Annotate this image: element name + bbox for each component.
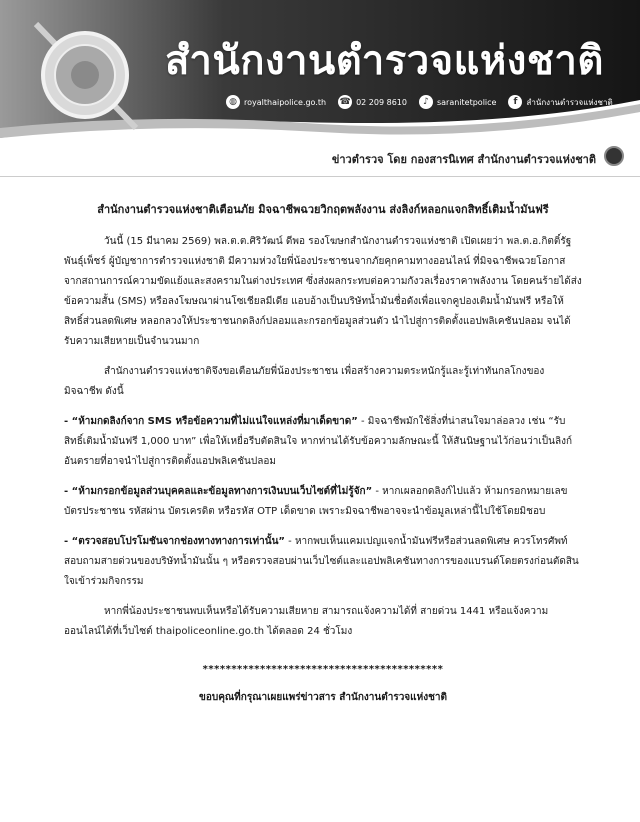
list-item — [64, 532, 582, 592]
facebook-icon: f — [508, 95, 522, 109]
article-body — [64, 200, 582, 708]
header-banner — [0, 0, 640, 140]
tiktok-link[interactable] — [419, 95, 497, 109]
paragraph-warning: สำนักงานตำรวจแห่งชาติจึงขอเตือนภัยพี่น้องประชาชน เพื่อสร้างความตระหนักรู้และรู้เท่าทันกลโกงของมิจฉาชีพ ดังนี้ — [64, 366, 545, 397]
list-item — [64, 482, 582, 522]
list-item-text: - มิจฉาชีพมักใช้สิ่งที่น่าสนใจมาล่อลวง เช่น “รับสิทธิ์เติมน้ำมันฟรี 1,000 บาท” เพื่อให้เหยื่อรีบตัดสินใจ หากท่านได้รับข้อความลักษณะนี้ ให้สันนิษฐานไว้ก่อนว่าเป็นลิงก์อันตรายที่อาจนำไปสู่การติดตั้งแอปพลิเคชันปลอม — [64, 416, 573, 467]
list-item-title: - “ตรวจสอบโปรโมชันจากช่องทางทางการเท่านั้น” — [64, 536, 285, 547]
phone-link[interactable] — [338, 95, 407, 109]
tiktok-text: saranitetpolice — [436, 97, 497, 107]
paragraph-intro: วันนี้ (15 มีนาคม 2569) พล.ต.ต.ศิริวัฒน์ ดีพอ รองโฆษกสำนักงานตำรวจแห่งชาติ เปิดเผยว่า พล.ต.อ.กิตติ์รัฐ พันธุ์เพ็ชร์ ผู้บัญชาการตำรวจแห่งชาติ มีความห่วงใยพี่น้องประชาชนจากภัยคุกคามทางออนไลน์ ที่มิจฉาชีพฉวยโอกาสจากสถานการณ์ความขัดแย้งและสงครามในต่างประเทศ ซึ่งส่งผลกระทบต่อความกังวลเรื่องราคาพลังงาน โดยคนร้ายได้ส่งข้อความสั้น (SMS) หรือลงโฆษณาผ่านโซเชียลมีเดีย แอบอ้างเป็นบริษัทน้ำมันชื่อดังเพื่อแจกคูปองเติมน้ำมันฟรี หรือให้สิทธิ์ส่วนลดพิเศษ หลอกลวงให้ประชาชนกดลิงก์ปลอมและกรอกข้อมูลส่วนตัว นำไปสู่การติดตั้งแอปพลิเคชันปลอม จนได้รับความเสียหายเป็นจำนวนมาก — [64, 236, 582, 347]
news-byline: ข่าวตำรวจ โดย กองสารนิเทศ สำนักงานตำรวจแห่งชาติ — [331, 153, 596, 166]
list-item-title: - “ห้ามกรอกข้อมูลส่วนบุคคลและข้อมูลทางการเงินบนเว็บไซต์ที่ไม่รู้จัก” — [64, 486, 373, 497]
facebook-text: สำนักงานตำรวจแห่งชาติ — [526, 97, 613, 107]
phone-text: 02 209 8610 — [356, 97, 407, 107]
banner-title: สำนักงานตำรวจแห่งชาติ — [165, 38, 604, 84]
contact-bar — [226, 93, 625, 111]
website-text: royalthaipolice.go.th — [244, 97, 327, 107]
list-item-title: - “ห้ามกดลิงก์จาก SMS หรือข้อความที่ไม่แน่ใจแหล่งที่มาเด็ดขาด” — [64, 416, 358, 427]
list-item — [64, 412, 582, 472]
paragraph-report: หากพี่น้องประชาชนพบเห็นหรือได้รับความเสียหาย สามารถแจ้งความได้ที่ สายด่วน 1441 หรือแจ้งความออนไลน์ได้ที่เว็บไซต์ thaipoliceonline.go.th ได้ตลอด 24 ชั่วโมง — [64, 606, 549, 637]
divider — [0, 176, 640, 177]
separator-stars: ****************************************** — [202, 664, 444, 675]
phone-icon: ☎ — [339, 97, 351, 107]
facebook-link[interactable] — [508, 95, 612, 109]
article-headline: สำนักงานตำรวจแห่งชาติเตือนภัย มิจฉาชีพฉวยวิกฤตพลังงาน ส่งลิงก์หลอกแจกสิทธิ์เติมน้ำมันฟรี — [97, 203, 549, 216]
police-seal-emblem — [28, 18, 143, 133]
police-badge-icon — [604, 146, 624, 166]
tiktok-icon: ♪ — [419, 95, 433, 109]
list-item-text: - หากเผลอกดลิงก์ไปแล้ว ห้ามกรอกหมายเลขบัตรประชาชน รหัสผ่าน บัตรเครดิต หรือรหัส OTP เด็ดขาด เพราะมิจฉาชีพอาจจะนำข้อมูลเหล่านี้ไปใช้โดยมิชอบ — [64, 486, 568, 517]
closing-thanks: ขอบคุณที่กรุณาเผยแพร่ข่าวสาร สำนักงานตำรวจแห่งชาติ — [199, 692, 447, 703]
globe-icon: ◍ — [226, 95, 240, 109]
list-item-text: - หากพบเห็นแคมเปญแจกน้ำมันฟรีหรือส่วนลดพิเศษ ควรโทรศัพท์สอบถามสายด่วนของบริษัทน้ำมันนั้น ๆ หรือตรวจสอบผ่านเว็บไซต์และแอปพลิเคชันทางการของแบรนด์โดยตรงก่อนตัดสินใจเข้าร่วมกิจกรรม — [64, 536, 579, 587]
website-link[interactable] — [226, 95, 326, 109]
